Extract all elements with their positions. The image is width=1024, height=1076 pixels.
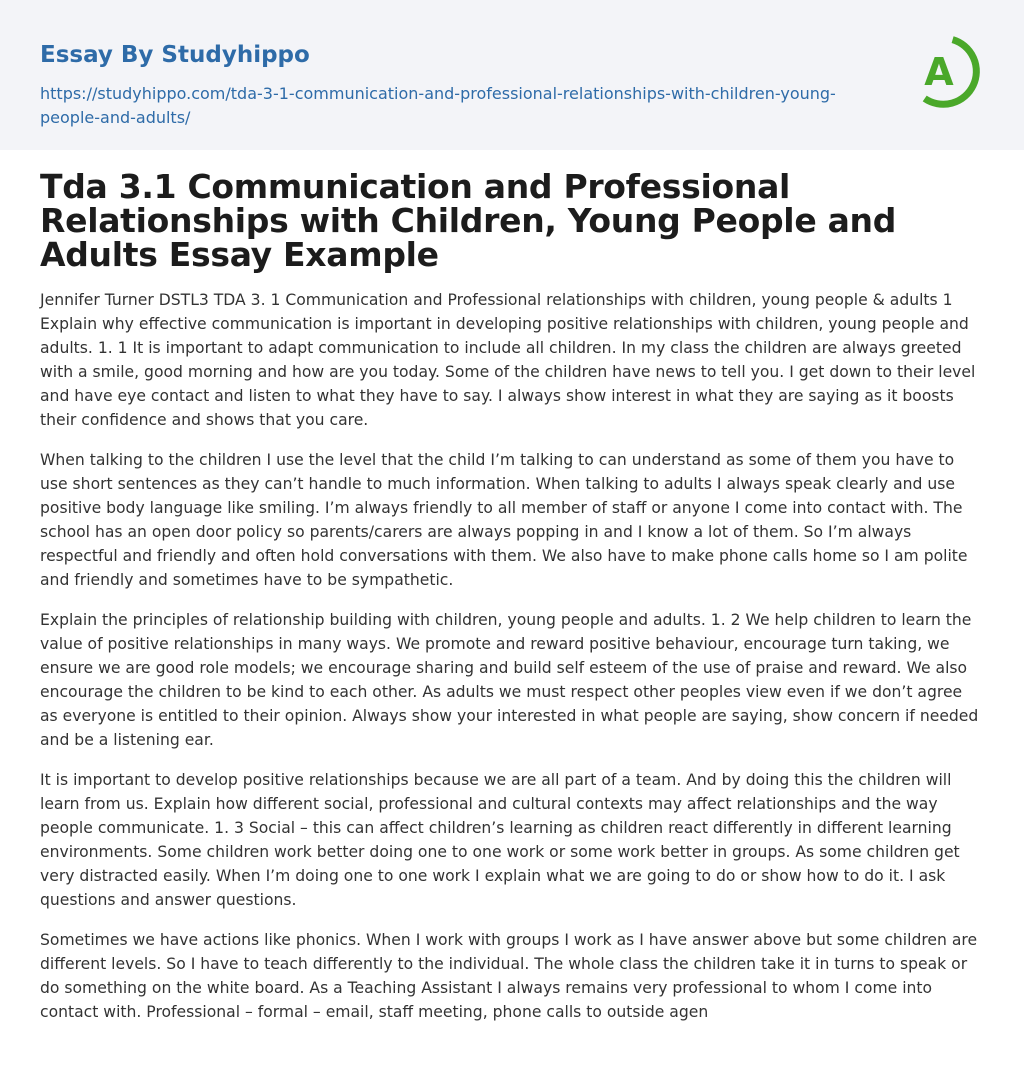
logo-letter: A [924, 50, 954, 94]
article-paragraph: Sometimes we have actions like phonics. When I work with groups I work as I have answer above but some children are different levels. So I have to teach differently to the individual. The whole class the children take it in turns to speak or do something on the white board. As a Teaching Assistant I always remains very professional to whom I come into contact with. Professional – formal – email, staff meeting, phone calls to outside agen [40, 931, 978, 1021]
article-paragraph: When talking to the children I use the level that the child I’m talking to can understand as some of them you have to use short sentences as they can’t handle to much information. When talking to adults I always speak clearly and use positive body language like smiling. I’m always friendly to all member of staff or anyone I come into contact with. The school has an open door policy so parents/carers are always popping in and I know a lot of them. So I’m always respectful and friendly and often hold conversations with them. We also have to make phone calls home so I am polite and friendly and sometimes have to be sympathetic. [40, 451, 968, 589]
article-paragraph: Explain the principles of relationship building with children, young people and adults. 1. 2 We help children to learn the value of positive relationships in many ways. We promote and reward positive behaviour, encourage turn taking, we ensure we are good role models; we encourage sharing and build self esteem of the use of praise and reward. We also encourage the children to be kind to each other. As adults we must respect other peoples view even if we don’t agree as everyone is entitled to their opinion. Always show your interested in what people are saying, show concern if needed and be a listening ear. [40, 611, 979, 749]
page-header [0, 0, 1024, 150]
article-paragraph: It is important to develop positive relationships because we are all part of a team. And by doing this the children will learn from us. Explain how different social, professional and cultural contexts may affect relationships and the way people communicate. 1. 3 Social – this can affect children’s learning as children react differently in different learning environments. Some children work better doing one to one work or some work better in groups. As some children get very distracted easily. When I’m doing one to one work I explain what we are going to do or show how to do it. I ask questions and answer questions. [40, 771, 960, 909]
studyhippo-logo-icon [912, 30, 986, 114]
brand-title: Essay By Studyhippo [40, 42, 310, 68]
article-title: Tda 3.1 Communication and Professional Relationships with Children, Young People and Adults Essay Example [40, 167, 897, 274]
article-paragraph: Jennifer Turner DSTL3 TDA 3. 1 Communication and Professional relationships with children, young people & adults 1 Explain why effective communication is important in developing positive relationships with children, young people and adults. 1. 1 It is important to adapt communication to include all children. In my class the children are always greeted with a smile, good morning and how are you today. Some of the children have news to tell you. I get down to their level and have eye contact and listen to what they have to say. I always show interest in what they are saying as it boosts their confidence and shows that you care. [40, 291, 976, 429]
source-url-link[interactable]: https://studyhippo.com/tda-3-1-communication-and-professional-relationships-with-children-young-people-and-adults/ [40, 84, 836, 127]
article-body [0, 150, 1024, 1024]
